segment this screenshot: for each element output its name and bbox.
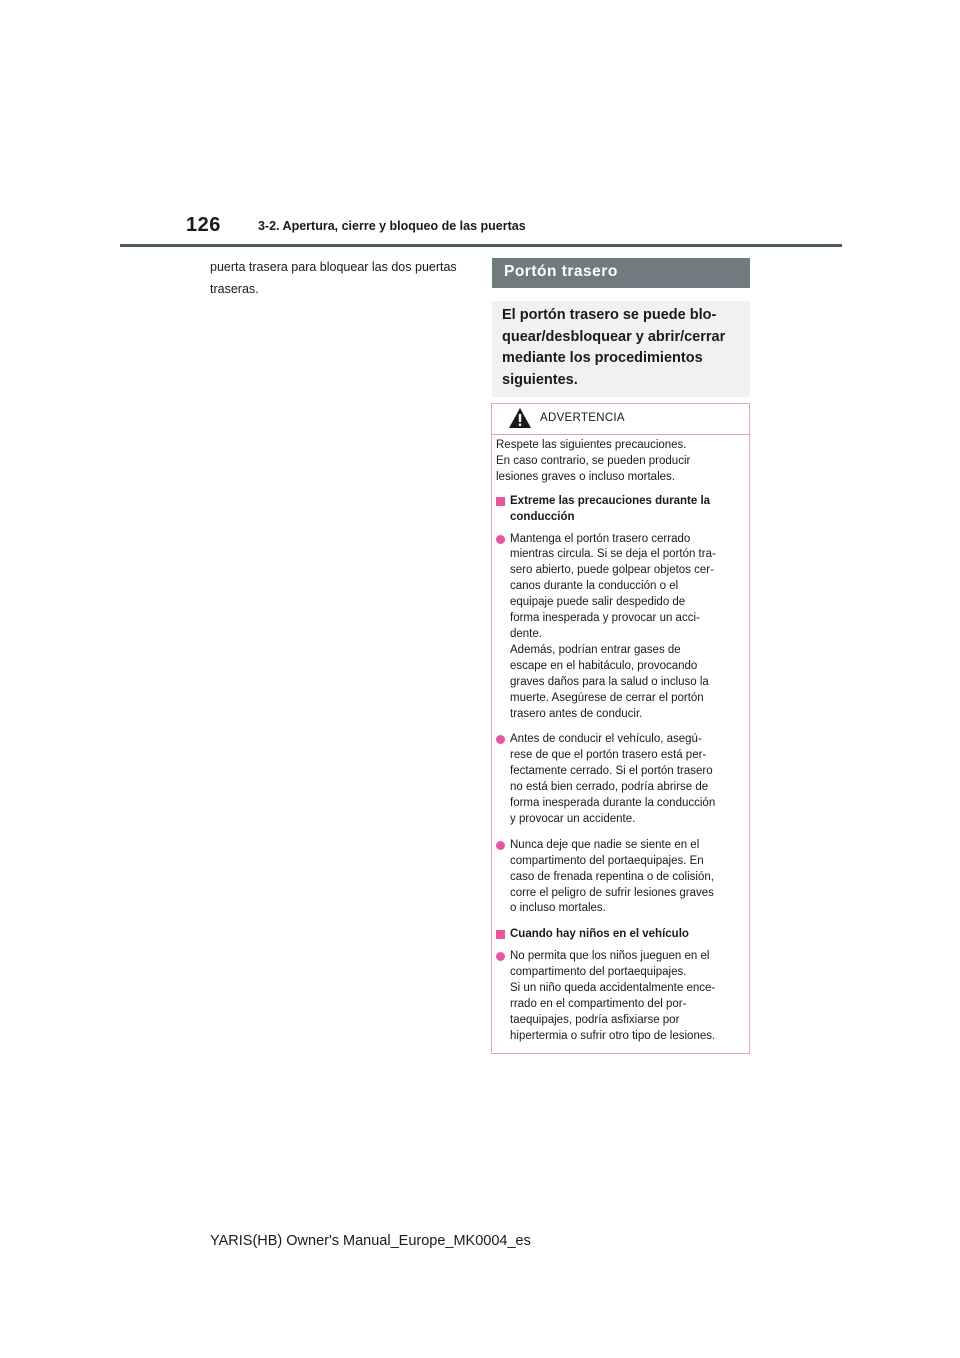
text-line: puerta trasera para bloquear las dos puertas (210, 260, 457, 274)
text-line: rese de que el portón trasero está per- (510, 749, 707, 762)
text-line: Mantenga el portón trasero cerrado (510, 532, 691, 545)
warning-bullet (496, 532, 741, 723)
text-line: En caso contrario, se pueden producir (496, 454, 691, 467)
warning-box (491, 403, 750, 1054)
warning-subheading (496, 494, 741, 526)
text-line: canos durante la conducción o el (510, 580, 679, 593)
warning-body (492, 435, 749, 1045)
text-line: Extreme las precauciones durante la (510, 494, 711, 507)
square-bullet-icon (496, 930, 505, 939)
text-line: compartimento del portaequipajes. (510, 966, 687, 979)
text-line: corre el peligro de sufrir lesiones graves (510, 886, 714, 899)
text-line: mientras circula. Si se deja el portón tra- (510, 548, 716, 561)
text-line: dente. (510, 627, 542, 640)
warning-bullet (496, 732, 741, 827)
section-title: 3-2. Apertura, cierre y bloqueo de las puertas (258, 219, 526, 233)
text-line: hipertermia o sufrir otro tipo de lesiones. (510, 1029, 716, 1042)
text-line: Además, podrían entrar gases de (510, 643, 681, 656)
text-line: Si un niño queda accidentalmente ence- (510, 982, 716, 995)
text-line: Respete las siguientes precauciones. (496, 439, 687, 451)
text-line: Nunca deje que nadie se siente en el (510, 838, 700, 851)
text-line: lesiones graves o incluso mortales. (496, 470, 675, 483)
intro-line: El portón trasero se puede blo- (502, 307, 717, 323)
text-line: caso de frenada repentina o de colisión, (510, 870, 714, 883)
warning-bullet (496, 949, 741, 1044)
text-line: Cuando hay niños en el vehículo (510, 928, 689, 941)
text-line: taequipajes, podría asfixiarse por (510, 1013, 680, 1026)
circle-bullet-icon (496, 535, 505, 544)
page-number: 126 (186, 214, 221, 236)
text-line: muerte. Asegúrese de cerrar el portón (510, 691, 704, 704)
text-line: y provocar un accidente. (510, 812, 636, 825)
section-heading-bar (492, 258, 750, 288)
square-bullet-icon (496, 497, 505, 506)
text-line: compartimento del portaequipajes. En (510, 854, 704, 867)
text-line: traseras. (210, 282, 259, 296)
text-line: rrado en el compartimento del por- (510, 998, 687, 1010)
text-line: Antes de conducir el vehículo, asegú- (510, 733, 702, 746)
warning-subheading (496, 927, 741, 943)
text-line: conducción (510, 510, 575, 523)
intro-line: mediante los procedimientos (502, 350, 703, 367)
section-heading: Portón trasero (504, 263, 618, 280)
footer-text: YARIS(HB) Owner's Manual_Europe_MK0004_es (210, 1233, 531, 1249)
left-column-text (210, 256, 472, 300)
warning-triangle-icon (508, 407, 532, 429)
text-line: equipaje puede salir despedido de (510, 596, 686, 609)
text-line: trasero antes de conducir. (510, 707, 643, 720)
text-line: no está bien cerrado, podría abrirse de (510, 781, 709, 794)
circle-bullet-icon (496, 841, 505, 850)
circle-bullet-icon (496, 735, 505, 744)
text-line: No permita que los niños jueguen en el (510, 950, 710, 963)
text-line: graves daños para la salud o incluso la (510, 675, 709, 688)
intro-line: quear/desbloquear y abrir/cerrar (502, 328, 726, 345)
intro-line: siguientes. (502, 372, 578, 389)
warning-header (492, 404, 749, 435)
circle-bullet-icon (496, 952, 505, 961)
text-line: escape en el habitáculo, provocando (510, 659, 698, 672)
warning-intro (496, 438, 741, 486)
text-line: sero abierto, puede golpear objetos cer- (510, 564, 714, 577)
header-rule (120, 244, 842, 247)
warning-title: ADVERTENCIA (540, 412, 625, 424)
text-line: forma inesperada y provocar un acci- (510, 612, 700, 625)
intro-box (492, 301, 750, 397)
text-line: o incluso mortales. (510, 902, 606, 915)
text-line: forma inesperada durante la conducción (510, 797, 716, 810)
warning-bullet (496, 838, 741, 918)
text-line: fectamente cerrado. Si el portón trasero (510, 765, 713, 778)
